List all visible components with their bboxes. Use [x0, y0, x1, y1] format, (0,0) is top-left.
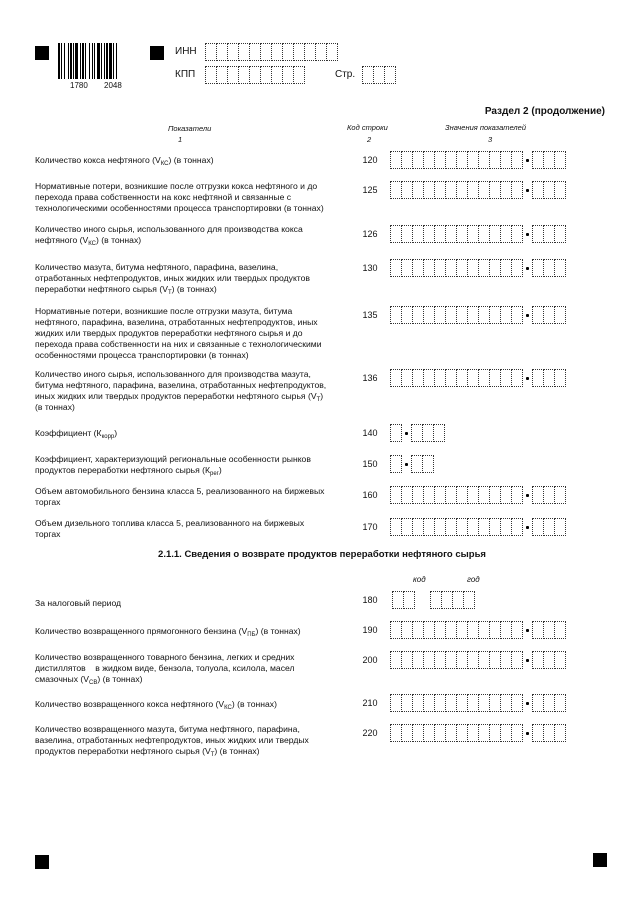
- barcode-bar: [75, 43, 78, 79]
- row-label-line: [35, 454, 355, 465]
- label-text: Количество иного сырья, использованного для производства кокса: [35, 224, 303, 234]
- label-text: Количество возвращенного мазута, битума нефтяного, парафина,: [35, 724, 300, 734]
- row-label: [35, 224, 355, 246]
- row-label: [35, 306, 355, 361]
- column-header-line-code: Код строки: [347, 123, 388, 132]
- row-label: [35, 262, 355, 295]
- decimal-point: [523, 181, 532, 199]
- line-code: 210: [362, 698, 378, 708]
- digit-cell[interactable]: [554, 486, 566, 504]
- value-field[interactable]: [390, 424, 445, 442]
- cell-group: [391, 259, 523, 277]
- column-header-indicators: Показатели: [168, 124, 212, 133]
- row-label: [35, 518, 355, 540]
- label-text: Количество возвращенного товарного бензина, легких и средних: [35, 652, 295, 662]
- value-field[interactable]: [390, 151, 566, 169]
- label-text: продуктов переработки нефтяного сырья (V: [35, 746, 211, 756]
- value-field[interactable]: [390, 694, 566, 712]
- row-label-line: [35, 235, 355, 246]
- digit-cell[interactable]: [554, 518, 566, 536]
- decimal-point: [523, 259, 532, 277]
- digit-cell[interactable]: [511, 306, 523, 324]
- line-code: 136: [362, 373, 378, 383]
- value-field[interactable]: [390, 306, 566, 324]
- row-label-line: [35, 626, 355, 637]
- row-label-line: [35, 181, 355, 192]
- column-number-1: 1: [178, 135, 183, 144]
- cell-group: [533, 369, 566, 387]
- digit-cell[interactable]: [511, 259, 523, 277]
- digit-cell[interactable]: [554, 259, 566, 277]
- label-subscript: КС: [160, 161, 169, 167]
- cell-group: [391, 621, 523, 639]
- row-label-line: [35, 465, 355, 476]
- row-label-line: [35, 598, 355, 609]
- page-number-field[interactable]: [362, 66, 396, 84]
- label-text: Объем дизельного топлива класса 5, реализованного на биржевых: [35, 518, 305, 528]
- label-text: ) (в тоннах): [231, 699, 277, 709]
- row-label: [35, 155, 355, 166]
- barcode-bar: [68, 43, 69, 79]
- row-label-line: [35, 192, 355, 203]
- decimal-point: [523, 306, 532, 324]
- corner-marker-top-left: [35, 46, 49, 60]
- row-label-line: [35, 724, 355, 735]
- line-code: 140: [362, 428, 378, 438]
- code-column-label: код: [413, 575, 426, 584]
- label-text: ) (в тоннах): [214, 746, 260, 756]
- digit-cell[interactable]: [554, 694, 566, 712]
- value-field[interactable]: [390, 225, 566, 243]
- cell-group: [533, 621, 566, 639]
- row-label-line: [35, 203, 355, 214]
- cell-group: [533, 724, 566, 742]
- label-text: ) (в тоннах): [171, 284, 217, 294]
- label-text: перехода права собственности на кокс нефтяной и связанные с: [35, 192, 292, 202]
- label-text: торгах: [35, 497, 61, 507]
- line-code: 125: [362, 185, 378, 195]
- digit-cell[interactable]: [463, 591, 475, 609]
- value-field[interactable]: [390, 486, 566, 504]
- section-title: Раздел 2 (продолжение): [484, 106, 605, 117]
- cell-group: [391, 651, 523, 669]
- digit-cell[interactable]: [390, 455, 402, 473]
- label-text: ): [320, 391, 324, 401]
- label-text: Коэффициент (К: [35, 428, 102, 438]
- cell-group: [391, 181, 523, 199]
- label-text: ): [218, 465, 222, 475]
- cell-group: [391, 151, 523, 169]
- label-subscript: КС: [224, 705, 232, 711]
- row-label: [35, 486, 355, 508]
- barcode-number-right: 2048: [104, 81, 122, 90]
- value-field[interactable]: [390, 621, 566, 639]
- barcode-bar: [82, 43, 84, 79]
- value-field[interactable]: [390, 455, 434, 473]
- digit-cell[interactable]: [511, 486, 523, 504]
- label-text: ) (в тоннах): [168, 155, 214, 165]
- decimal-point: [523, 694, 532, 712]
- digit-cell[interactable]: [511, 518, 523, 536]
- barcode-bar: [73, 43, 74, 79]
- cell-group: [412, 424, 445, 442]
- digit-cell[interactable]: [511, 225, 523, 243]
- cell-group: [206, 43, 338, 61]
- label-text: (в тоннах): [35, 402, 75, 412]
- decimal-point: [523, 621, 532, 639]
- cell-group: [412, 455, 434, 473]
- barcode: [58, 43, 138, 79]
- row-label: [35, 598, 355, 609]
- label-text: Нормативные потери, возникшие после отгрузки мазута, битума: [35, 306, 293, 316]
- row-label-line: [35, 317, 355, 328]
- cell-group: [363, 66, 396, 84]
- barcode-bar: [109, 43, 112, 79]
- label-text: За налоговый период: [35, 598, 122, 608]
- cell-group: [533, 651, 566, 669]
- label-text: ) (в тоннах): [97, 674, 143, 684]
- page-label: Стр.: [335, 69, 356, 80]
- cell-group: [391, 724, 523, 742]
- cell-group: [533, 181, 566, 199]
- cell-group: [533, 306, 566, 324]
- label-text: Коэффициент, характеризующий региональные особенности рынков: [35, 454, 311, 464]
- barcode-bar: [92, 43, 93, 79]
- barcode-bar: [64, 43, 65, 79]
- decimal-point: [523, 369, 532, 387]
- column-header-values: Значения показателей: [445, 123, 527, 132]
- year-column-label: год: [467, 575, 480, 584]
- row-label-line: [35, 350, 355, 361]
- row-label-line: [35, 497, 355, 508]
- line-code: 180: [362, 595, 378, 605]
- cell-group: [391, 424, 402, 442]
- digit-cell[interactable]: [554, 181, 566, 199]
- decimal-point: [402, 455, 411, 473]
- digit-cell[interactable]: [554, 151, 566, 169]
- line-code: 200: [362, 655, 378, 665]
- digit-cell[interactable]: [554, 306, 566, 324]
- corner-marker-top-mid: [150, 46, 164, 60]
- label-text: нефтяного (V: [35, 235, 89, 245]
- digit-cell[interactable]: [293, 66, 305, 84]
- label-text: ) (в тоннах): [96, 235, 142, 245]
- barcode-bar: [104, 43, 105, 79]
- row-label-line: [35, 518, 355, 529]
- inn-field[interactable]: [205, 43, 338, 61]
- barcode-bar: [97, 43, 100, 79]
- cell-group: [533, 151, 566, 169]
- row-label-line: [35, 663, 355, 674]
- label-subscript: КС: [88, 241, 96, 247]
- row-label-line: [35, 380, 355, 391]
- cell-group: [431, 591, 475, 609]
- column-number-2: 2: [367, 135, 372, 144]
- cell-group: [533, 486, 566, 504]
- row-label-line: [35, 284, 355, 295]
- line-code: 190: [362, 625, 378, 635]
- barcode-bar: [116, 43, 117, 79]
- row-label-line: [35, 306, 355, 317]
- decimal-point: [523, 486, 532, 504]
- value-field[interactable]: [390, 724, 566, 742]
- value-field[interactable]: [390, 369, 566, 387]
- row-label-line: [35, 224, 355, 235]
- digit-cell[interactable]: [403, 591, 415, 609]
- label-text: ): [114, 428, 118, 438]
- row-label: [35, 369, 355, 413]
- row-label-line: [35, 428, 355, 439]
- cell-group: [533, 225, 566, 243]
- digit-cell[interactable]: [326, 43, 338, 61]
- barcode-bar: [70, 43, 72, 79]
- label-text: нефтяного, парафина, вазелина, отработанных нефтепродуктов, иных: [35, 317, 318, 327]
- cell-group: [391, 369, 523, 387]
- label-subscript: Т: [316, 397, 321, 403]
- line-code: 120: [362, 155, 378, 165]
- line-code: 170: [362, 522, 378, 532]
- label-text: жидких или твердых продуктов переработки нефтяного сырья и до: [35, 328, 303, 338]
- row-label: [35, 181, 355, 214]
- row-label-line: [35, 486, 355, 497]
- label-text: Количество кокса нефтяного (V: [35, 155, 161, 165]
- value-field[interactable]: [390, 259, 566, 277]
- label-subscript: ПБ: [247, 632, 256, 638]
- row-label: [35, 724, 355, 757]
- barcode-bar: [80, 43, 81, 79]
- digit-cell[interactable]: [511, 369, 523, 387]
- inn-label: ИНН: [175, 46, 197, 57]
- row-label-line: [35, 652, 355, 663]
- barcode-bar: [58, 43, 60, 79]
- barcode-bar: [101, 43, 102, 79]
- digit-cell[interactable]: [554, 225, 566, 243]
- decimal-point: [523, 518, 532, 536]
- digit-cell[interactable]: [554, 651, 566, 669]
- row-label: [35, 652, 355, 685]
- row-label-line: [35, 402, 355, 413]
- cell-group: [391, 225, 523, 243]
- digit-cell[interactable]: [511, 181, 523, 199]
- line-code: 126: [362, 229, 378, 239]
- digit-cell[interactable]: [384, 66, 396, 84]
- label-text: Количество возвращенного прямогонного бензина (V: [35, 626, 248, 636]
- cell-group: [533, 518, 566, 536]
- label-text: вазелина, отработанных нефтепродуктов, иных жидких или твердых: [35, 735, 309, 745]
- corner-marker-bottom-right: [593, 853, 607, 867]
- row-label-line: [35, 699, 355, 710]
- label-text: иных жидких или твердых продуктов переработки нефтяного сырья (V: [35, 391, 317, 401]
- value-field[interactable]: [390, 518, 566, 536]
- label-text: продуктов переработки нефтяного сырья (К: [35, 465, 210, 475]
- cell-group: [533, 694, 566, 712]
- digit-cell[interactable]: [511, 694, 523, 712]
- digit-cell[interactable]: [554, 724, 566, 742]
- cell-group: [393, 591, 415, 609]
- cell-group: [533, 259, 566, 277]
- line-code: 160: [362, 490, 378, 500]
- digit-cell[interactable]: [511, 651, 523, 669]
- subsection-title: 2.1.1. Сведения о возврате продуктов переработки нефтяного сырья: [158, 549, 486, 560]
- decimal-point: [523, 151, 532, 169]
- column-number-3: 3: [488, 135, 493, 144]
- label-subscript: рег: [209, 471, 219, 477]
- decimal-point: [523, 651, 532, 669]
- kpp-field[interactable]: [205, 66, 305, 84]
- corner-marker-bottom-left: [35, 855, 49, 869]
- line-code: 130: [362, 263, 378, 273]
- label-text: переработки нефтяного сырья (V: [35, 284, 168, 294]
- row-label-line: [35, 735, 355, 746]
- cell-group: [391, 486, 523, 504]
- barcode-bar: [106, 43, 108, 79]
- label-text: особенностями процесса транспортировки (в тоннах): [35, 350, 249, 360]
- row-label: [35, 428, 355, 439]
- row-label-line: [35, 391, 355, 402]
- decimal-point: [402, 424, 411, 442]
- barcode-number-left: 1780: [70, 81, 88, 90]
- row-label: [35, 699, 355, 710]
- cell-group: [206, 66, 305, 84]
- line-code: 150: [362, 459, 378, 469]
- row-label-line: [35, 746, 355, 757]
- line-code: 135: [362, 310, 378, 320]
- digit-cell[interactable]: [511, 724, 523, 742]
- label-text: Объем автомобильного бензина класса 5, реализованного на биржевых: [35, 486, 325, 496]
- label-text: перехода права собственности на них и связанные с технологическими: [35, 339, 322, 349]
- digit-cell[interactable]: [511, 151, 523, 169]
- label-text: ) (в тоннах): [255, 626, 301, 636]
- digit-cell[interactable]: [422, 455, 434, 473]
- label-text: торгах: [35, 529, 61, 539]
- row-label-line: [35, 369, 355, 380]
- cell-group: [391, 455, 402, 473]
- label-text: технологическими особенностями процесса транспортировки (в тоннах): [35, 203, 324, 213]
- label-text: отработанных нефтепродуктов, иных жидких или твердых продуктов: [35, 273, 310, 283]
- label-text: дистиллятов в жидком виде, бензола, толуола, ксилола, масел: [35, 663, 295, 673]
- label-text: Количество мазута, битума нефтяного, парафина, вазелина,: [35, 262, 279, 272]
- row-label: [35, 626, 355, 637]
- digit-cell[interactable]: [433, 424, 445, 442]
- row-label-line: [35, 155, 355, 166]
- barcode-bar: [85, 43, 86, 79]
- cell-group: [391, 306, 523, 324]
- row-label-line: [35, 529, 355, 540]
- label-text: Количество возвращенного кокса нефтяного (V: [35, 699, 225, 709]
- row-label-line: [35, 674, 355, 685]
- row-label-line: [35, 328, 355, 339]
- label-subscript: корр: [101, 434, 115, 440]
- row-label-line: [35, 339, 355, 350]
- value-field[interactable]: [390, 651, 566, 669]
- digit-cell[interactable]: [554, 621, 566, 639]
- label-text: битума нефтяного, парафина, вазелина, отработанных нефтепродуктов,: [35, 380, 327, 390]
- period-field[interactable]: [392, 591, 475, 609]
- label-subscript: Т: [210, 752, 215, 758]
- barcode-bar: [94, 43, 95, 79]
- row-label-line: [35, 262, 355, 273]
- digit-cell[interactable]: [554, 369, 566, 387]
- barcode-bar: [61, 43, 62, 79]
- label-subscript: Т: [167, 290, 172, 296]
- barcode-bar: [113, 43, 114, 79]
- line-code: 220: [362, 728, 378, 738]
- decimal-point: [523, 225, 532, 243]
- kpp-label: КПП: [175, 69, 196, 80]
- cell-group: [391, 694, 523, 712]
- label-text: Количество иного сырья, использованного для производства мазута,: [35, 369, 311, 379]
- value-field[interactable]: [390, 181, 566, 199]
- label-text: смазочных (V: [35, 674, 90, 684]
- row-label: [35, 454, 355, 476]
- digit-cell[interactable]: [390, 424, 402, 442]
- decimal-point: [523, 724, 532, 742]
- barcode-bar: [89, 43, 90, 79]
- cell-group: [391, 518, 523, 536]
- row-label-line: [35, 273, 355, 284]
- digit-cell[interactable]: [511, 621, 523, 639]
- label-subscript: СВ: [89, 680, 98, 686]
- label-text: Нормативные потери, возникшие после отгрузки кокса нефтяного и до: [35, 181, 318, 191]
